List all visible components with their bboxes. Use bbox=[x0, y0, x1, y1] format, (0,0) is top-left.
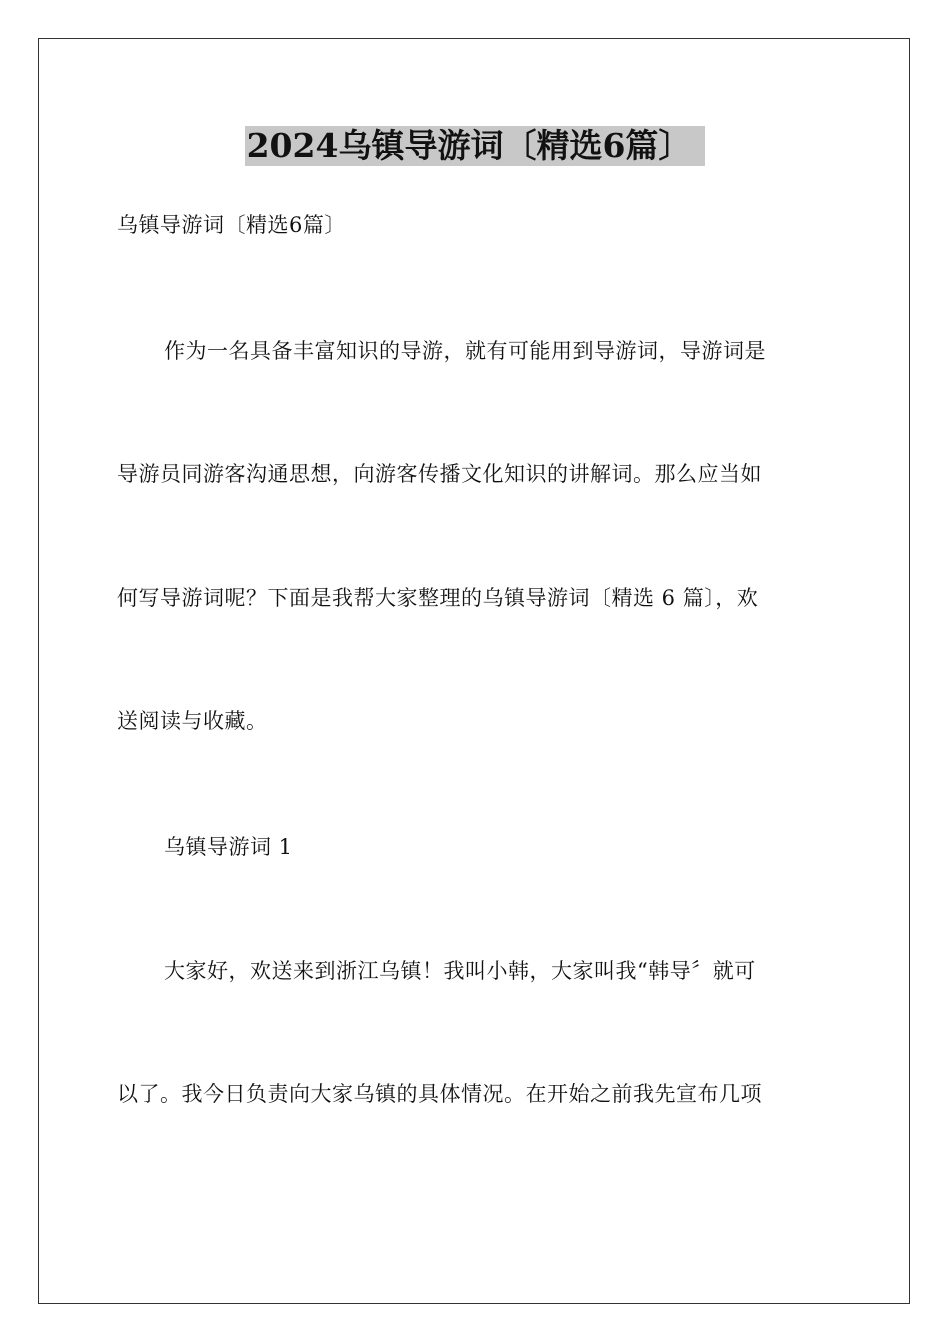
paragraph-line: 导游员同游客沟通思想，向游客传播文化知识的讲解词。那么应当如 bbox=[117, 462, 762, 486]
paragraph-line: 大家好，欢送来到浙江乌镇！我叫小韩，大家叫我“韩导〞就可 bbox=[164, 959, 756, 983]
paragraph-line: 作为一名具备丰富知识的导游，就有可能用到导游词，导游词是 bbox=[164, 339, 766, 363]
paragraph-line: 何写导游词呢？下面是我帮大家整理的乌镇导游词〔精选 6 篇〕，欢 bbox=[117, 586, 759, 610]
section-heading: 乌镇导游词 1 bbox=[164, 835, 293, 859]
paragraph-line: 送阅读与收藏。 bbox=[117, 709, 268, 733]
document-title: 2024乌镇导游词〔精选6篇〕 bbox=[245, 126, 706, 166]
title-container bbox=[0, 126, 950, 166]
document-subtitle: 乌镇导游词〔精选6篇〕 bbox=[117, 213, 346, 237]
paragraph-line: 以了。我今日负责向大家乌镇的具体情况。在开始之前我先宣布几项 bbox=[117, 1082, 762, 1106]
